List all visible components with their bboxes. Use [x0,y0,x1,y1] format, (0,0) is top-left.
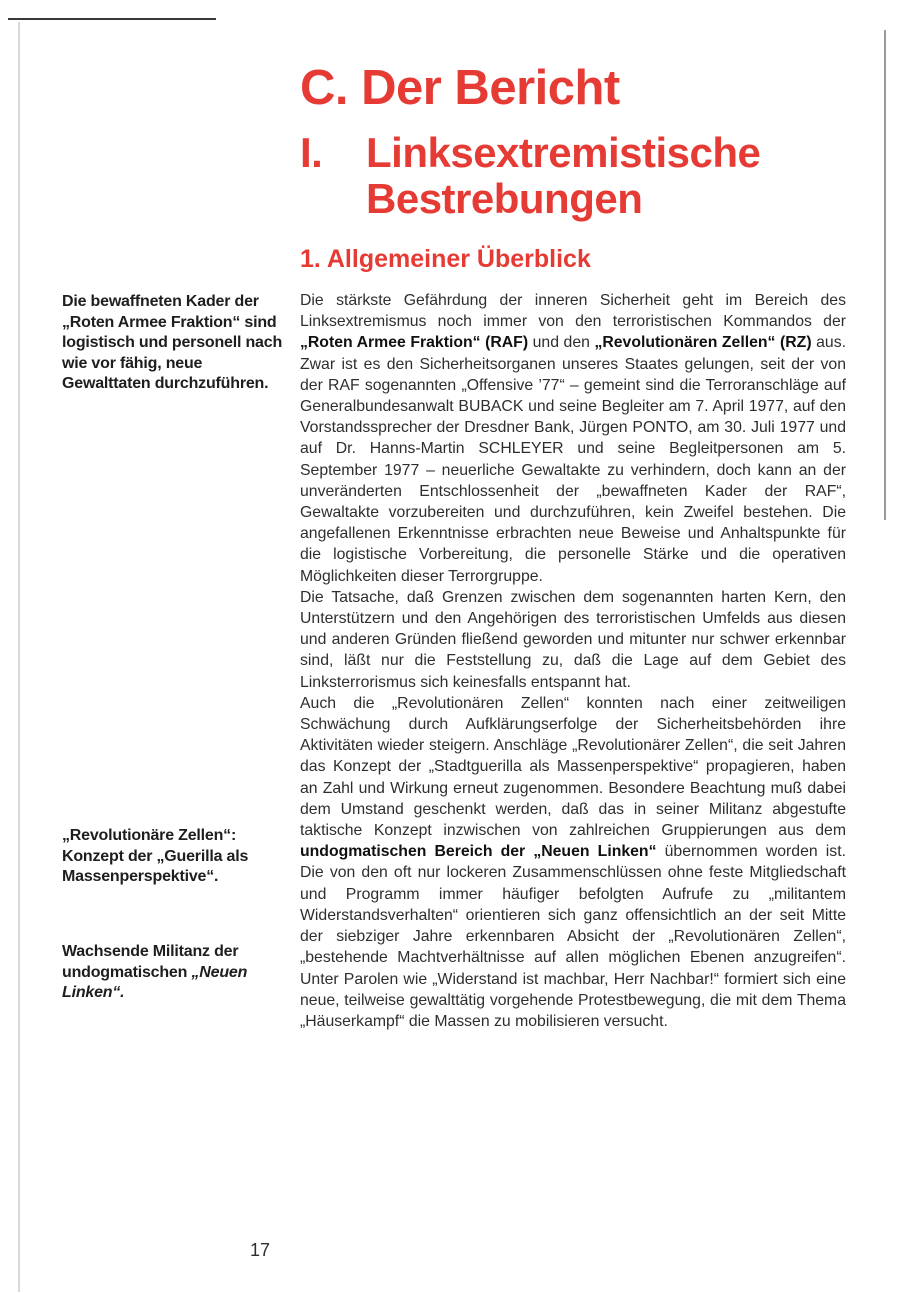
subsection-heading: 1. Allgemeiner Überblick [300,245,591,273]
chapter-heading: C. Der Bericht [300,61,620,115]
p1-text-2: und den [528,334,595,352]
body-text [300,290,846,1032]
sidenote-neue-linke [62,942,284,1004]
sidenote-revolutionaere-zellen [62,826,284,888]
section-title-line1: Linksextremistische [366,129,761,176]
p1-text-3: aus. Zwar ist es den Sicherheitsorganen unseres Staates gelungen, seit der von der RAF sogenannten „Offensive ’77“ – gemeint sind die Terroranschläge auf Generalbundesanwalt BUBACK und seine Begleiter am 7. April 1977, auf den Vorstandssprecher der Dresdner Bank, Jürgen PONTO, am 30. Juli 1977 und auf Dr. Hanns-Martin SCHLEYER und seine Begleitpersonen am 5. September 1977 – neuerliche Gewaltakte zu verhindern, doch kann an der unveränderten Entschlossenheit der „bewaffneten Kader der RAF“, Gewaltakte vorzubereiten und durchzuführen, kein Zweifel bestehen. Die angefallenen Erkenntnisse erbrachten neue Beweise und Anhaltspunkte für die logistische Vorbereitung, die personelle Stärke und die operativen Möglichkeiten dieser Terrorgruppe. [300,334,846,585]
body-paragraph-2: Die Tatsache, daß Grenzen zwischen dem sogenannten harten Kern, den Unterstützern und den Angehörigen des terroristischen Umfelds aus diesen und anderen Gründen fließend geworden und mitunter nur schwer erkennbar sind, läßt nur die Feststellung zu, daß die Lage auf dem Gebiet des Linksterrorismus sich keinesfalls entspannt hat. [300,588,846,691]
sidenote-raf: Die bewaffneten Kader der „Roten Armee Fraktion“ sind logistisch und personell nach wie vor fähig, neue Gewalttaten durchzuführen. [62,293,283,392]
right-margin-rule [884,30,886,520]
body-paragraph-3 [300,693,846,1032]
page-number: 17 [250,1240,271,1260]
p3-bold-neue-linke: undogmatischen Bereich der „Neuen Linken“ [300,843,657,861]
section-heading [300,130,880,222]
section-title-line2: Bestrebungen [366,175,643,222]
sidenote-rz-lead: „Revolutionäre Zellen“: [62,827,237,844]
p1-bold-raf: „Roten Armee Fraktion“ (RAF) [300,334,529,352]
section-number: I. [300,129,323,176]
top-rule [8,18,216,20]
sidenote-nl-em: „Neuen Linken“. [62,963,248,1001]
left-margin-rule [18,22,20,1292]
p1-bold-rz: „Revolutionären Zellen“ (RZ) [594,334,812,352]
body-paragraph-1 [300,290,846,587]
sidenote-nl-lead: Wachsende Militanz der undogmatischen [62,943,239,981]
p3-text-2: übernommen worden ist. Die von den oft nur lockeren Zusammenschlüssen ohne feste Mitgliedschaft und Programm immer häufiger befolgten Aufrufe zu „militantem Widerstandsverhalten“ orientieren sich ganz offensichtlich an der seit Mitte der siebziger Jahre erkennbaren Absicht der „Revolutionären Zellen“, „bestehende Machtverhältnisse auf allen möglichen Ebenen anzugreifen“. Unter Parolen wie „Widerstand ist machbar, Herr Nachbar!“ formiert sich eine neue, teilweise gewalttätig vorgehende Protestbewegung, die mit dem Thema „Häuserkampf“ die Massen zu mobilisieren versucht. [300,843,846,1030]
title-block [300,60,880,222]
p3-text-1: Auch die „Revolutionären Zellen“ konnten nach einer zeitweiligen Schwächung durch Aufklärungserfolge der Sicherheitsbehörden ihre Aktivitäten wieder steigern. Anschläge „Revolutionärer Zellen“, die seit Jahren das Konzept der „Stadtguerilla als Massenperspektive“ propagieren, haben an Zahl und Wirkung erneut zugenommen. Besondere Beachtung muß dabei dem Umstand geschenkt werden, daß das in seiner Militanz abgestufte taktische Konzept inzwischen von zahlreichen Gruppierungen aus dem [300,694,846,840]
p1-text-1: Die stärkste Gefährdung der inneren Sicherheit geht im Bereich des Linksextremismus noch immer von den terroristischen Kommandos der [300,292,846,331]
sidenote-rz-rest: Konzept der „Guerilla als Massenperspektive“. [62,847,249,885]
